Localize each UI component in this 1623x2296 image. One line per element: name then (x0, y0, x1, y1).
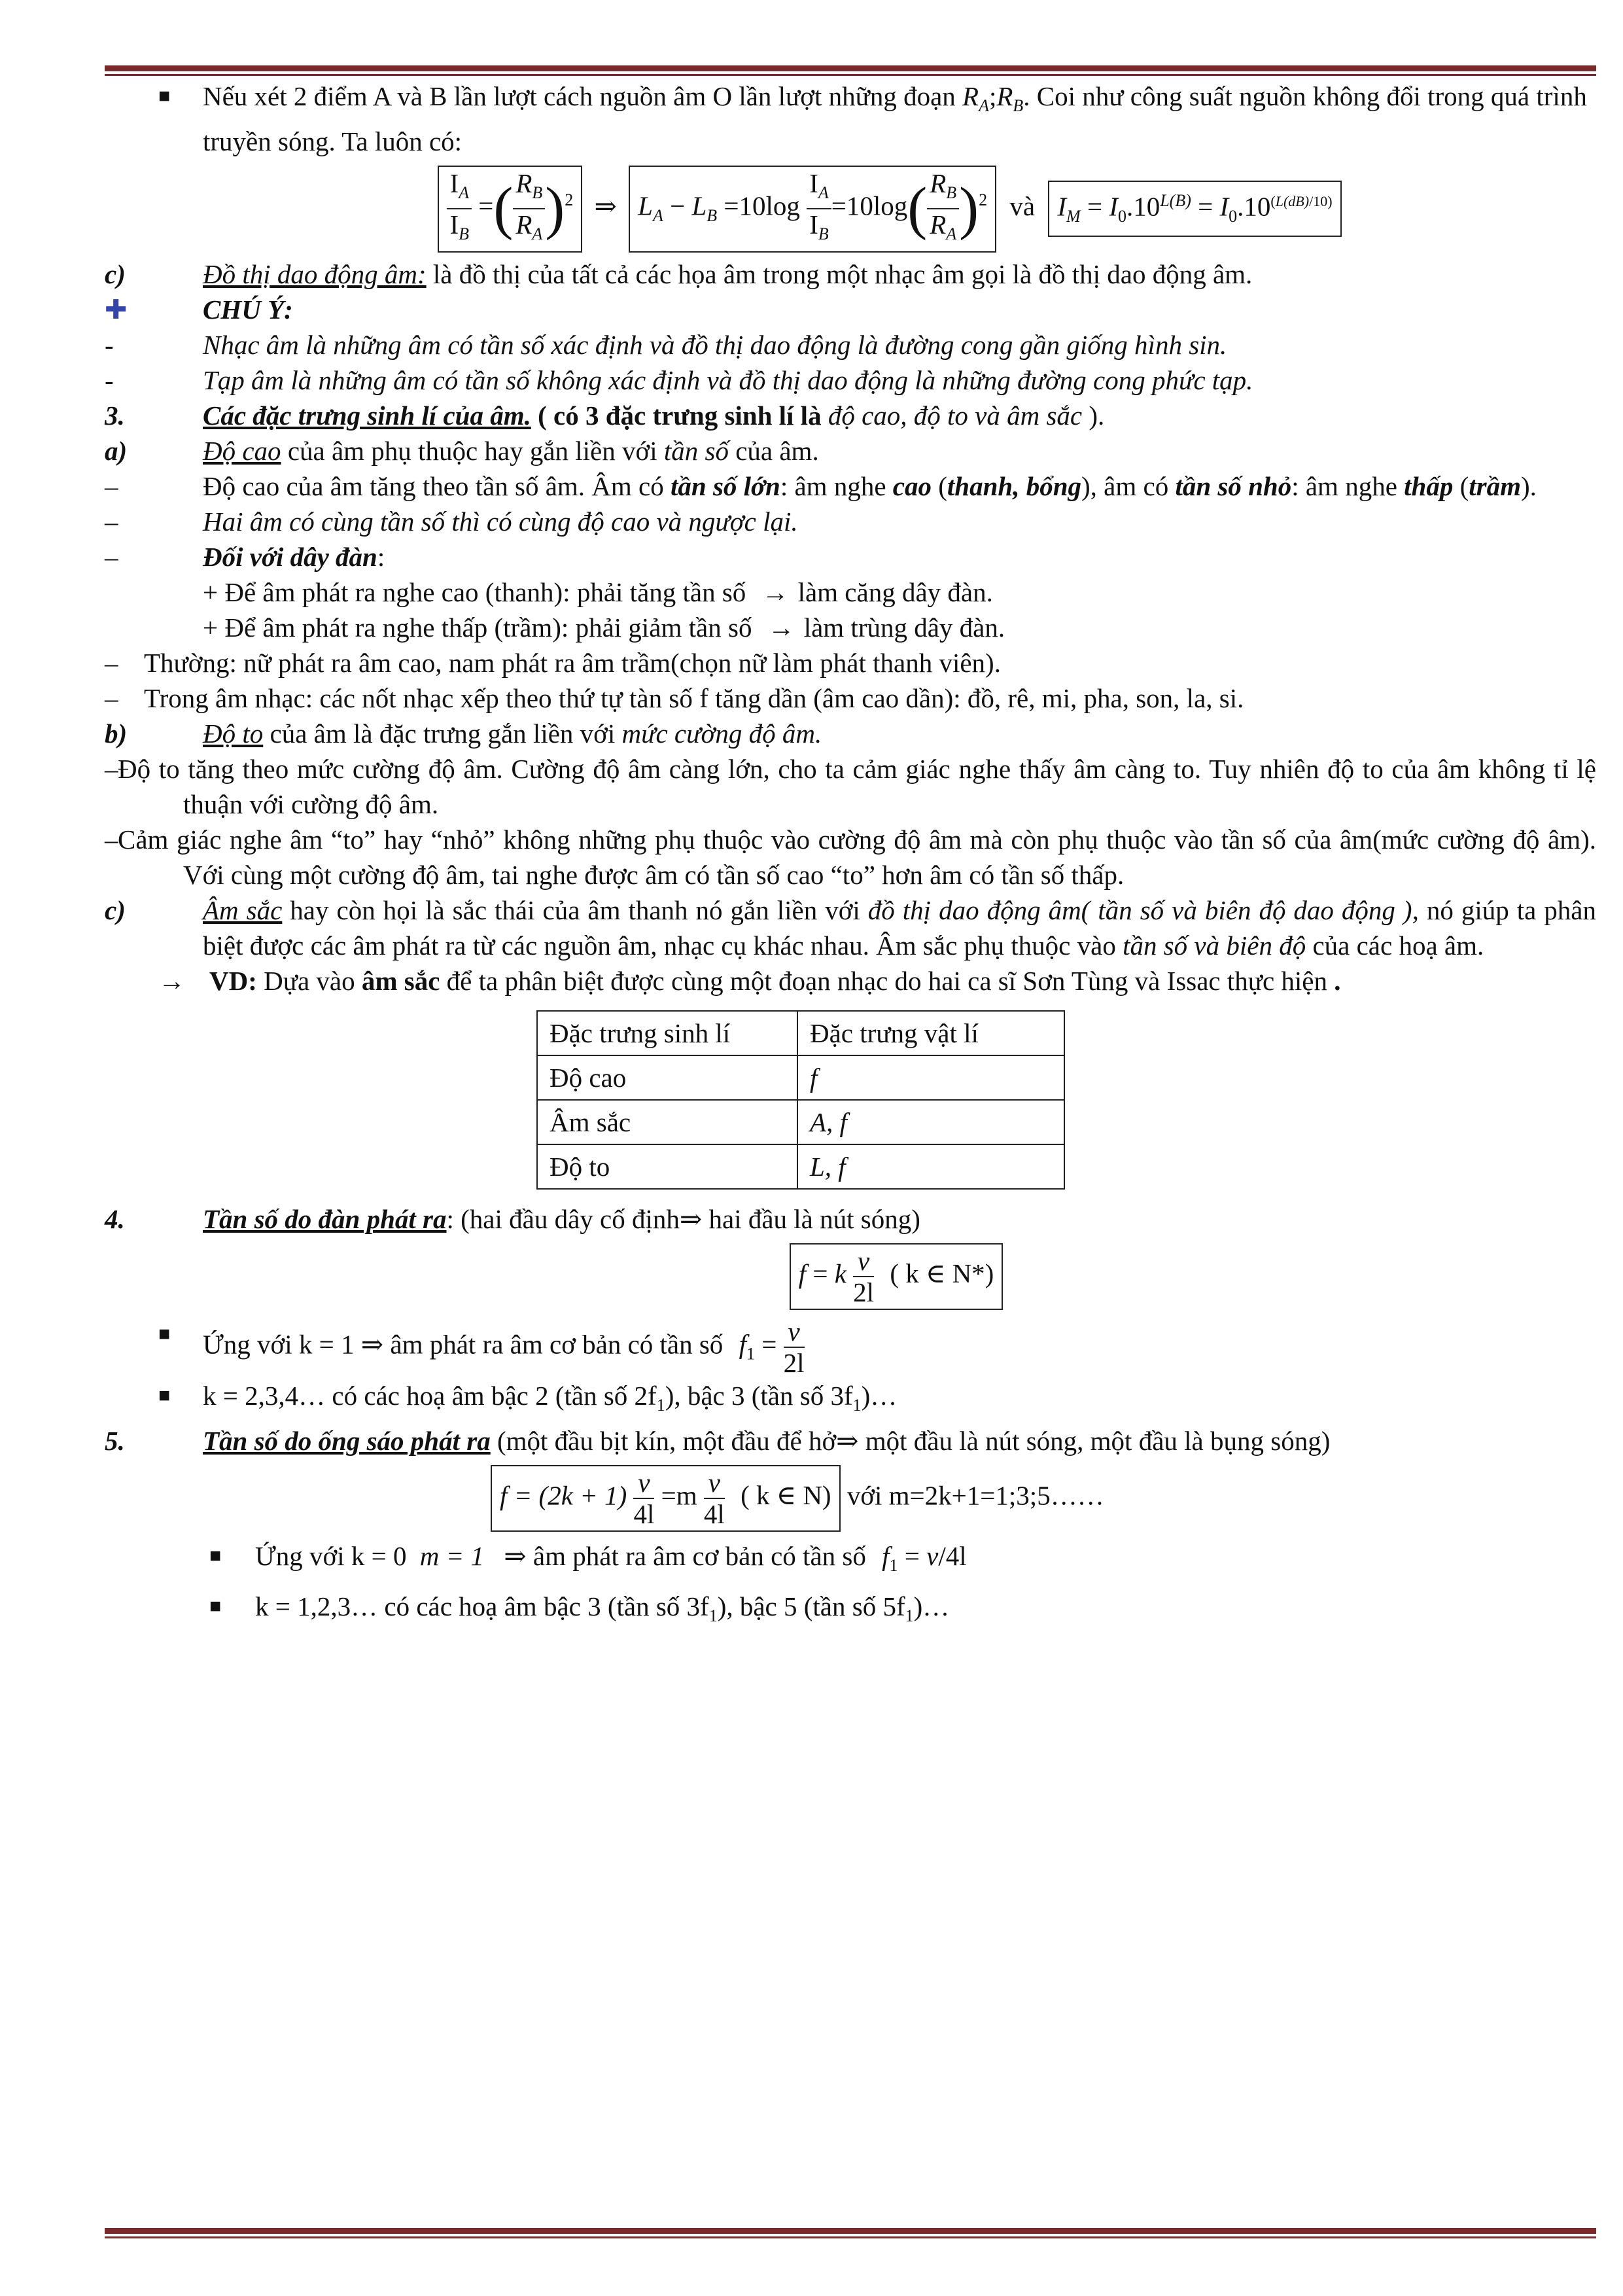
note-item: - Nhạc âm là những âm có tần số xác định và đồ thị dao động là đường cong gần giống hình sin. (105, 329, 1227, 360)
bullet-icon: ■ (158, 1384, 171, 1406)
section-3-heading: 3. Các đặc trưng sinh lí của âm. ( có 3 đặc trưng sinh lí là độ cao, độ to và âm sắc ). (105, 400, 1105, 431)
pipe-bullet: ■ Ứng với k = 0 m = 1 ⇒ âm phát ra âm cơ bản có tần số $f_1 = v/4l$ (105, 1538, 1596, 1583)
bullet-icon: ■ (158, 85, 171, 107)
example-line: → VD: Dựa vào âm sắc để ta phân biệt được cùng một đoạn nhạc do hai ca sĩ Sơn Tùng và Issac thực hiện . (105, 963, 1596, 998)
bullet-icon: ■ (209, 1595, 222, 1617)
table-row: Âm sắc A, f (537, 1100, 1064, 1144)
arrow-right-icon: → (158, 965, 185, 996)
formula-box-3: $I_M = I_0.10^{L(B)} = I_0.10^{(L(dB)/10)}$ (1048, 181, 1341, 237)
loudness-line: –Độ to tăng theo mức cường độ âm. Cường độ âm càng lớn, cho ta cảm giác nghe thấy âm càng to. Tuy nhiên độ to của âm không tỉ lệ thuận với cường độ âm. (105, 753, 1596, 819)
pitch-line: – Độ cao của âm tăng theo tần số âm. Âm có tần số lớn: âm nghe cao (thanh, bổng), âm có tần số nhỏ: âm nghe thấp (trầm). (105, 470, 1537, 501)
section-5-heading: 5. Tần số do ống sáo phát ra (một đầu bịt kín, một đầu để hở⇒ một đầu là nút sóng, một đầu là bụng sóng) (105, 1425, 1331, 1456)
pitch-line: – Trong âm nhạc: các nốt nhạc xếp theo thứ tự tàn số f tăng dần (âm cao dần): đồ, rê, mi, pha, son, la, si. (105, 682, 1244, 713)
table-row: Độ to L, f (537, 1144, 1064, 1189)
pipe-bullet: ■ k = 1,2,3… có các hoạ âm bậc 3 (tần số $3f_1$), bậc 5 (tần số $5f_1)\dots$ (105, 1589, 1596, 1634)
bullet-icon: ■ (158, 1322, 171, 1345)
section-4-heading: 4. Tần số do đàn phát ra: (hai đầu dây cố định⇒ hai đầu là nút sóng) (105, 1203, 920, 1234)
subsection-b: b) Độ to của âm là đặc trưng gắn liền với mức cường độ âm. (105, 718, 822, 749)
pitch-line: – Đối với dây đàn: (105, 541, 385, 572)
note-item: - Tạp âm là những âm có tần số không xác định và đồ thị dao động là những đường cong phức tạp. (105, 364, 1253, 395)
paragraph-osc-graph: c) Đồ thị dao động âm: là đồ thị của tất cả các họa âm trong một nhạc âm gọi là đồ thị dao động âm. (105, 258, 1253, 289)
formula-box-2: $L_A - L_B =10\log$ $\frac{I_A}{I_B}$ =10log( $\frac{R_B}{R_A}$ )$^2$ (629, 166, 996, 252)
bullet-icon: ■ (209, 1544, 222, 1566)
arrow-right-icon: → (767, 612, 795, 643)
subsection-a: a) Độ cao của âm phụ thuộc hay gắn liền với tần số của âm. (105, 435, 819, 466)
implies-icon: ⇒ (504, 1540, 527, 1571)
pitch-subline: + Để âm phát ra nghe thấp (trầm): phải giảm tần số → làm trùng dây đàn. (203, 612, 1005, 643)
formula-string: f = k $\frac{v}{2l}$ ( k ∈ N*) (105, 1243, 1596, 1310)
formula-pipe: f = (2k + 1) $\frac{v}{4l}$ =m $\frac{v}{4l}$ ( k ∈ N) với m=2k+1=1;3;5…… (105, 1465, 1596, 1532)
table-row: Độ cao f (537, 1055, 1064, 1100)
implies-icon: ⇒ (679, 1203, 703, 1234)
loudness-line: –Cảm giác nghe âm “to” hay “nhỏ” không những phụ thuộc vào cường độ âm mà còn phụ thuộc vào tần số của âm(mức cường độ âm). Với cùng một cường độ âm, tai nghe được âm có tần số cao “to” hơn âm có tần số thấp. (105, 824, 1596, 890)
bottom-rule (105, 2228, 1596, 2238)
pitch-line: – Hai âm có cùng tần số thì có cùng độ cao và ngược lại. (105, 506, 798, 537)
pitch-subline: + Để âm phát ra nghe cao (thanh): phải tăng tần số → làm căng dây đàn. (203, 576, 993, 607)
string-bullet: ■ Ứng với k = 1 ⇒ âm phát ra âm cơ bản có tần số $f_1$ = $\frac{v}{2l}$ (158, 1316, 805, 1378)
formula-intensity-ratio: $\frac{I_A}{I_B}$ =( $\frac{R_B}{R_A}$ )$^2$ ⇒ $L_A - L_B =10\log$ $\frac{I_A}{I_B}$ =10log( $\frac{R_B}{R_A}$ )$^2$ và $I_M = I_0.10^{L(B)} = I_0.10^{(L(dB)/10)}$ (105, 166, 1596, 252)
implies-icon: ⇒ (354, 1328, 384, 1359)
paragraph-two-points: ■ Nếu xét 2 điểm A và B lần lượt cách nguồn âm O lần lượt những đoạn $R_A;R_B$. Coi như công suất nguồn không đổi trong quá trình truyền sóng. Ta luôn có: (105, 79, 1596, 159)
table-header-row: Đặc trưng sinh lí Đặc trưng vật lí (537, 1011, 1064, 1055)
note-heading: ✚ CHÚ Ý: (105, 292, 1596, 327)
formula-box-1: $\frac{I_A}{I_B}$ =( $\frac{R_B}{R_A}$ )$^2$ (438, 166, 582, 252)
implies-icon: ⇒ (836, 1425, 859, 1456)
cross-marker-icon: ✚ (105, 294, 128, 325)
string-bullet: ■ k = 2,3,4… có các hoạ âm bậc 2 (tần số $2f_1$), bậc 3 (tần số $3f_1)\dots$ (105, 1378, 1596, 1423)
characteristics-table (536, 1010, 1065, 1190)
arrow-right-icon: → (761, 576, 789, 607)
document-body (105, 79, 1596, 1634)
top-rule (105, 65, 1596, 76)
subsection-c: c) Âm sắc hay còn họi là sắc thái của âm thanh nó gắn liền với đồ thị dao động âm( tần số và biên độ dao động ), nó giúp ta phân biệt được các âm phát ra từ các nguồn âm, nhạc cụ khác nhau. Âm sắc phụ thuộc vào tần số và biên độ của các hoạ âm. (105, 894, 1597, 961)
pitch-line: – Thường: nữ phát ra âm cao, nam phát ra âm trầm(chọn nữ làm phát thanh viên). (105, 647, 1001, 678)
